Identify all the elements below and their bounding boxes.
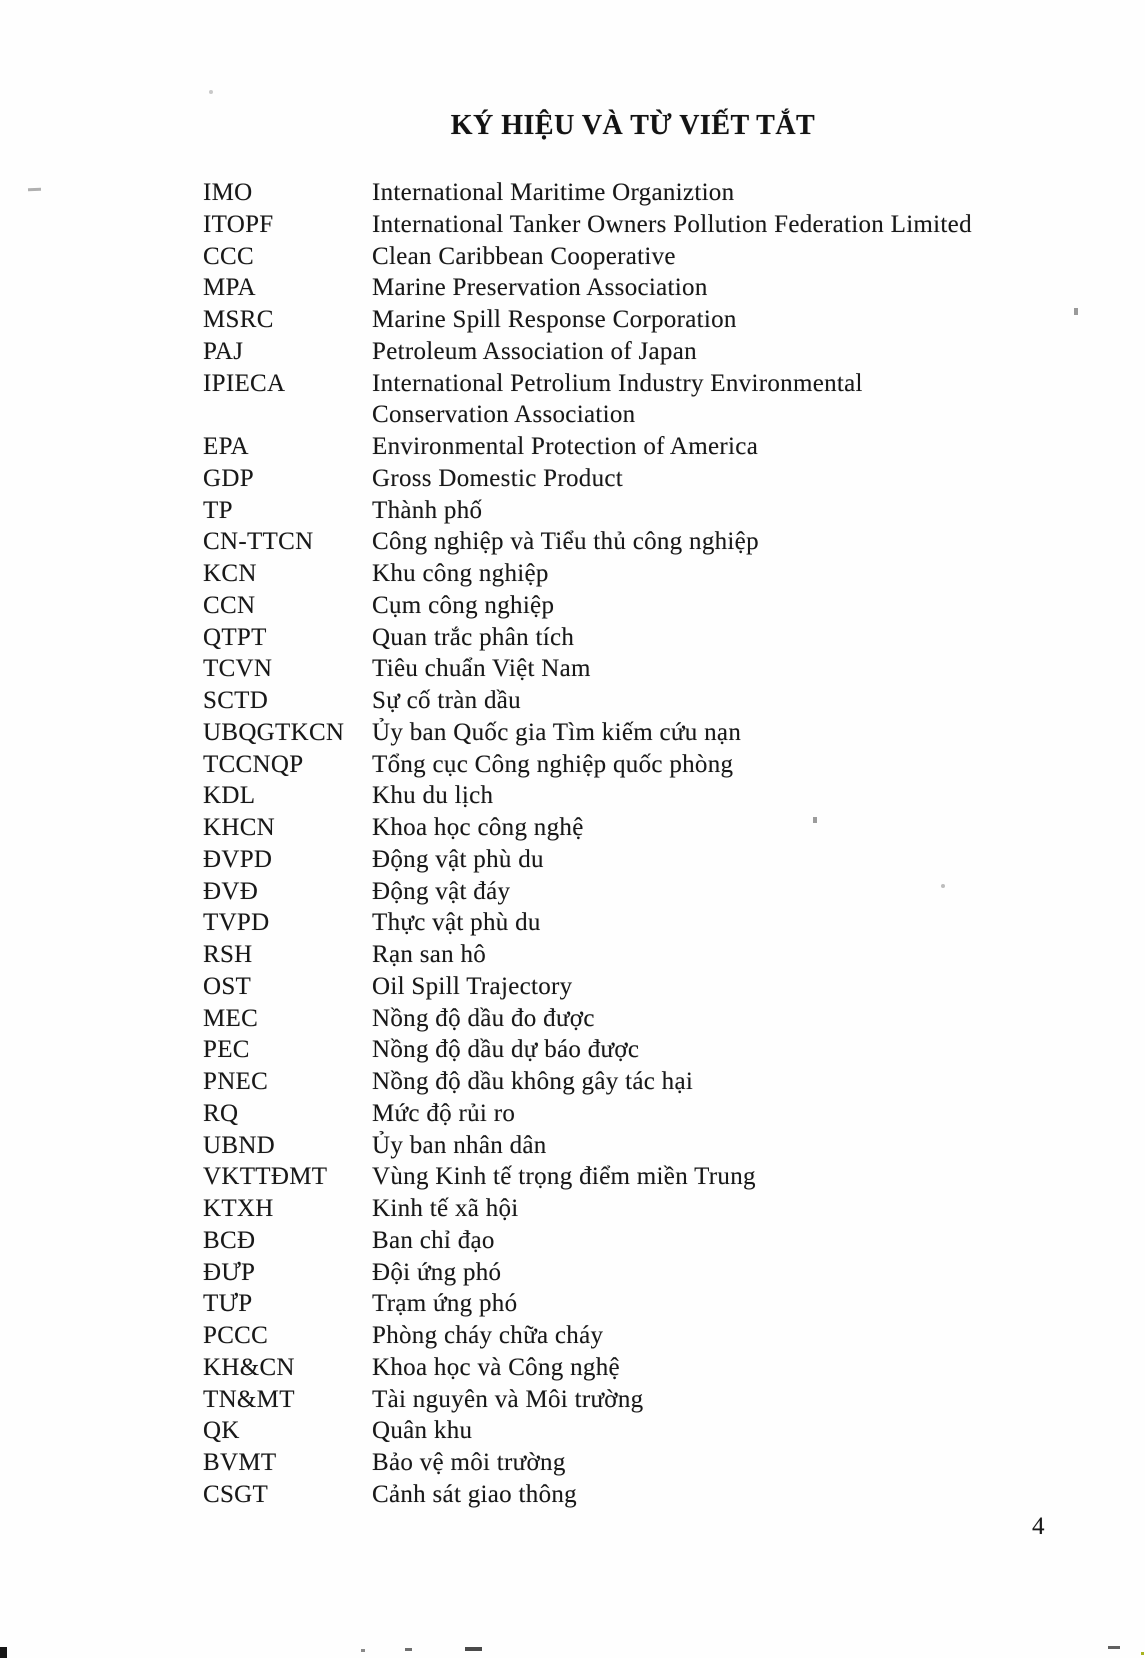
scan-artifact bbox=[405, 1648, 412, 1651]
abbr-code: CCC bbox=[203, 242, 254, 270]
abbr-row bbox=[0, 431, 1145, 463]
abbr-meaning: Tài nguyên và Môi trường bbox=[372, 1385, 644, 1413]
abbr-meaning: Cảnh sát giao thông bbox=[372, 1480, 577, 1508]
abbr-code: GDP bbox=[203, 464, 254, 492]
abbr-meaning: Nồng độ dầu dự báo được bbox=[372, 1036, 640, 1064]
abbr-meaning: Marine Spill Response Corporation bbox=[372, 306, 737, 333]
abbr-code: ITOPF bbox=[203, 210, 274, 238]
abbr-meaning: Tổng cục Công nghiệp quốc phòng bbox=[372, 750, 734, 778]
abbr-code: TCVN bbox=[203, 655, 273, 683]
abbr-row bbox=[0, 653, 1145, 685]
abbr-meaning: International Petrolium Industry Environmental bbox=[372, 369, 863, 397]
abbr-row bbox=[0, 590, 1145, 622]
scan-artifact bbox=[0, 1647, 7, 1658]
abbr-row bbox=[0, 971, 1145, 1003]
abbr-code: CSGT bbox=[203, 1480, 269, 1508]
abbr-row bbox=[0, 780, 1145, 812]
page-number: 4 bbox=[1032, 1513, 1045, 1540]
abbr-row bbox=[0, 526, 1145, 558]
abbr-row bbox=[0, 1415, 1145, 1447]
abbr-code: KHCN bbox=[203, 814, 276, 841]
scan-artifact bbox=[465, 1647, 482, 1651]
abbr-row bbox=[0, 622, 1145, 654]
abbr-code: VKTTĐMT bbox=[203, 1163, 328, 1191]
abbr-code: TVPD bbox=[203, 909, 270, 937]
abbr-meaning: Ủy ban nhân dân bbox=[372, 1131, 547, 1159]
abbr-code bbox=[203, 399, 372, 431]
abbr-code: UBND bbox=[203, 1131, 276, 1159]
abbreviation-list bbox=[0, 177, 1145, 1511]
abbr-meaning: Công nghiệp và Tiểu thủ công nghiệp bbox=[372, 528, 759, 556]
abbr-code: KTXH bbox=[203, 1195, 274, 1222]
abbr-row bbox=[0, 272, 1145, 304]
abbr-row bbox=[0, 1288, 1145, 1320]
abbr-meaning: Oil Spill Trajectory bbox=[372, 972, 573, 1000]
abbr-row bbox=[0, 844, 1145, 876]
abbr-code: RQ bbox=[203, 1099, 239, 1127]
abbr-row bbox=[0, 1003, 1145, 1035]
abbr-meaning: Động vật đáy bbox=[372, 877, 511, 905]
abbr-row bbox=[0, 907, 1145, 939]
abbr-row bbox=[0, 1066, 1145, 1098]
abbr-code: QK bbox=[203, 1417, 240, 1445]
abbr-code: TCCNQP bbox=[203, 750, 304, 778]
abbr-row bbox=[0, 1225, 1145, 1257]
abbr-row bbox=[0, 939, 1145, 971]
abbr-row bbox=[0, 241, 1145, 273]
abbr-code: BCĐ bbox=[203, 1226, 256, 1254]
abbr-row bbox=[0, 495, 1145, 527]
abbr-meaning: Environmental Protection of America bbox=[372, 433, 759, 460]
abbr-meaning: International Maritime Organiztion bbox=[372, 179, 735, 206]
abbr-meaning: Quan trắc phân tích bbox=[372, 623, 575, 651]
abbr-row bbox=[0, 336, 1145, 368]
abbr-meaning: Gross Domestic Product bbox=[372, 464, 624, 492]
scan-artifact bbox=[209, 90, 213, 94]
abbr-meaning: Marine Preservation Association bbox=[372, 274, 708, 302]
abbr-row bbox=[0, 209, 1145, 241]
scan-artifact bbox=[1108, 1646, 1120, 1649]
abbr-meaning: Ban chỉ đạo bbox=[372, 1226, 495, 1254]
abbr-code: IMO bbox=[203, 179, 253, 206]
abbr-code: KCN bbox=[203, 560, 257, 587]
abbr-code: MEC bbox=[203, 1004, 259, 1032]
abbr-meaning: Động vật phù du bbox=[372, 845, 544, 873]
scan-artifact bbox=[1141, 1652, 1144, 1655]
abbr-code: OST bbox=[203, 972, 252, 1000]
abbr-meaning: Phòng cháy chữa cháy bbox=[372, 1322, 604, 1349]
abbr-code: TP bbox=[203, 496, 233, 524]
abbr-meaning: Nồng độ dầu đo được bbox=[372, 1004, 595, 1032]
abbr-code: CCN bbox=[203, 591, 256, 619]
abbr-meaning: Khu du lịch bbox=[372, 782, 494, 810]
abbr-row bbox=[0, 1098, 1145, 1130]
abbr-meaning: Ủy ban Quốc gia Tìm kiếm cứu nạn bbox=[372, 718, 742, 746]
abbr-meaning: Conservation Association bbox=[372, 401, 636, 429]
abbr-row bbox=[0, 368, 1145, 400]
abbr-row bbox=[0, 1479, 1145, 1511]
abbr-row bbox=[0, 1034, 1145, 1066]
abbr-code: EPA bbox=[203, 433, 249, 460]
abbr-code: TN&MT bbox=[203, 1385, 295, 1413]
abbr-meaning: Bảo vệ môi trường bbox=[372, 1449, 566, 1476]
abbr-code: MPA bbox=[203, 274, 256, 302]
abbr-meaning: Thành phố bbox=[372, 496, 483, 524]
abbr-meaning: Trạm ứng phó bbox=[372, 1290, 518, 1318]
abbr-code: IPIECA bbox=[203, 369, 286, 397]
abbr-row bbox=[0, 685, 1145, 717]
abbr-row bbox=[0, 1384, 1145, 1416]
abbr-row bbox=[0, 463, 1145, 495]
abbr-row bbox=[0, 1257, 1145, 1289]
abbr-meaning: Đội ứng phó bbox=[372, 1258, 502, 1286]
abbr-meaning: Nồng độ dầu không gây tác hại bbox=[372, 1068, 694, 1095]
abbr-meaning: Khoa học và Công nghệ bbox=[372, 1353, 620, 1381]
abbr-row bbox=[0, 876, 1145, 908]
abbr-row bbox=[0, 1320, 1145, 1352]
abbr-code: TƯP bbox=[203, 1290, 253, 1318]
abbr-meaning: Rạn san hô bbox=[372, 941, 487, 968]
abbr-row bbox=[0, 717, 1145, 749]
abbr-meaning: International Tanker Owners Pollution Federation Limited bbox=[372, 210, 972, 238]
abbr-row bbox=[0, 812, 1145, 844]
abbr-meaning: Clean Caribbean Cooperative bbox=[372, 242, 676, 270]
abbr-code: PAJ bbox=[203, 337, 244, 365]
abbr-code: RSH bbox=[203, 941, 253, 968]
abbr-code: UBQGTKCN bbox=[203, 718, 345, 746]
abbr-meaning: Sự cố tràn dầu bbox=[372, 687, 521, 714]
abbr-row bbox=[0, 749, 1145, 781]
abbr-code: ĐƯP bbox=[203, 1258, 256, 1286]
abbr-row bbox=[0, 1161, 1145, 1193]
abbr-meaning: Petroleum Association of Japan bbox=[372, 337, 697, 365]
abbr-code: PEC bbox=[203, 1036, 250, 1064]
abbr-row bbox=[0, 1130, 1145, 1162]
abbr-meaning: Cụm công nghiệp bbox=[372, 591, 555, 619]
abbr-meaning: Thực vật phù du bbox=[372, 909, 541, 937]
abbr-meaning: Kinh tế xã hội bbox=[372, 1195, 519, 1222]
abbr-row bbox=[0, 1193, 1145, 1225]
abbr-meaning: Mức độ rủi ro bbox=[372, 1099, 516, 1127]
abbr-code: KDL bbox=[203, 782, 256, 810]
abbr-row bbox=[0, 177, 1145, 209]
abbr-meaning: Khu công nghiệp bbox=[372, 560, 549, 587]
abbr-code: KH&CN bbox=[203, 1353, 295, 1381]
abbr-code: ĐVPD bbox=[203, 845, 273, 873]
abbr-meaning: Quân khu bbox=[372, 1417, 473, 1445]
abbr-code: MSRC bbox=[203, 306, 274, 333]
page-title: KÝ HIỆU VÀ TỪ VIẾT TẮT bbox=[450, 110, 816, 141]
scan-artifact bbox=[361, 1649, 365, 1652]
abbr-row bbox=[0, 558, 1145, 590]
abbr-code: ĐVĐ bbox=[203, 877, 259, 905]
abbr-row bbox=[0, 1447, 1145, 1479]
abbr-meaning: Tiêu chuẩn Việt Nam bbox=[372, 655, 591, 683]
abbr-row bbox=[0, 399, 1145, 431]
abbr-meaning: Khoa học công nghệ bbox=[372, 814, 584, 841]
abbr-code: PNEC bbox=[203, 1068, 269, 1095]
abbr-code: CN-TTCN bbox=[203, 528, 314, 556]
abbr-row bbox=[0, 1352, 1145, 1384]
abbr-code: SCTD bbox=[203, 687, 269, 714]
abbr-code: BVMT bbox=[203, 1449, 277, 1476]
abbr-code: PCCC bbox=[203, 1322, 269, 1349]
abbr-code: QTPT bbox=[203, 623, 267, 651]
abbr-row bbox=[0, 304, 1145, 336]
abbr-meaning: Vùng Kinh tế trọng điểm miền Trung bbox=[372, 1163, 756, 1191]
